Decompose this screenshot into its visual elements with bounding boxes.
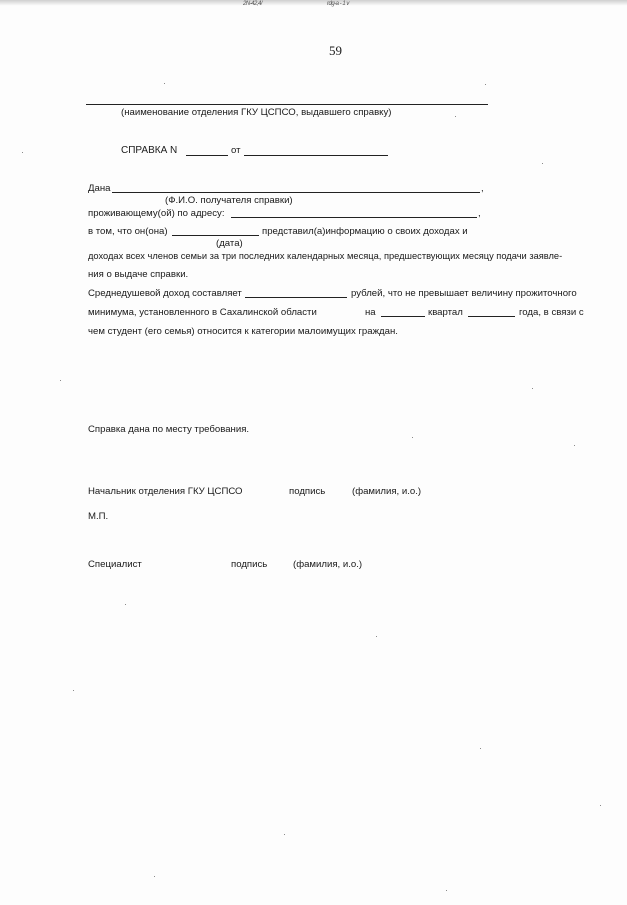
- page-number: 59: [329, 43, 342, 58]
- given-comma: ,: [481, 183, 484, 194]
- given-label: Дана: [88, 183, 111, 194]
- head-signature: подпись: [289, 486, 326, 497]
- income-suffix: рублей, что не превышает величину прожиточного: [351, 288, 577, 299]
- certificate-from-label: от: [231, 145, 241, 156]
- body-line-1: доходах всех членов семьи за три последних календарных месяца, предшествующих месяцу подачи заявле-: [88, 251, 563, 261]
- scan-speck: [542, 163, 543, 164]
- given-place: Справка дана по месту требования.: [88, 424, 250, 435]
- certificate-title: СПРАВКА N: [121, 145, 178, 156]
- scan-speck: [455, 116, 456, 117]
- income-label: Среднедушевой доход составляет: [88, 288, 242, 299]
- scan-speck: [446, 890, 447, 891]
- submitted-prefix: в том, что он(она): [88, 226, 168, 237]
- scan-speck: [284, 834, 285, 835]
- body-final: чем студент (его семья) относится к категории малоимущих граждан.: [88, 326, 398, 337]
- quarter-line: [381, 316, 425, 317]
- residing-label: проживающему(ой) по адресу:: [88, 208, 225, 219]
- specialist-label: Специалист: [88, 559, 142, 570]
- scan-speck: [60, 380, 61, 381]
- issuer-line: [86, 104, 488, 105]
- income-amount-line: [245, 297, 347, 298]
- date-caption: (дата): [216, 238, 243, 249]
- given-name-line: [112, 192, 480, 193]
- scan-speck: [412, 437, 413, 438]
- scan-speck: [154, 876, 155, 877]
- year-line: [468, 316, 515, 317]
- stamp-place: М.П.: [88, 511, 109, 522]
- scan-speck: [164, 83, 165, 84]
- scan-speck: [73, 690, 74, 691]
- scan-speck: [574, 445, 575, 446]
- scan-speck: [22, 152, 23, 153]
- body-line-2: ния о выдаче справки.: [88, 269, 189, 280]
- scan-header-left: 2N-42,4/: [243, 1, 263, 7]
- issuer-caption: (наименование отделения ГКУ ЦСПСО, выдавшего справку): [121, 107, 392, 118]
- year-label: года, в связи с: [519, 307, 584, 318]
- quarter-label: квартал: [428, 307, 463, 318]
- specialist-signature: подпись: [231, 559, 268, 570]
- address-line: [231, 217, 477, 218]
- minimum-label: минимума, установленного в Сахалинской области: [88, 307, 317, 318]
- scan-speck: [480, 748, 481, 749]
- scan-top-edge: [0, 0, 627, 6]
- residing-comma: ,: [478, 208, 481, 219]
- submitted-text: представил(а)информацию о своих доходах и: [262, 226, 468, 237]
- certificate-number-line: [186, 155, 228, 156]
- certificate-date-line: [244, 155, 388, 156]
- scan-speck: [485, 84, 486, 85]
- on-label: на: [365, 307, 376, 318]
- head-name: (фамилия, и.о.): [352, 486, 422, 497]
- fio-caption: (Ф.И.О. получателя справки): [165, 195, 293, 206]
- scan-speck: [532, 388, 533, 389]
- scan-speck: [600, 805, 601, 806]
- submitted-date-line: [172, 235, 259, 236]
- scan-header-right: rdg-a - 1 v: [327, 1, 349, 7]
- scan-speck: [125, 604, 126, 605]
- specialist-name: (фамилия, и.о.): [293, 559, 363, 570]
- head-label: Начальник отделения ГКУ ЦСПСО: [88, 486, 243, 497]
- scan-speck: [376, 636, 377, 637]
